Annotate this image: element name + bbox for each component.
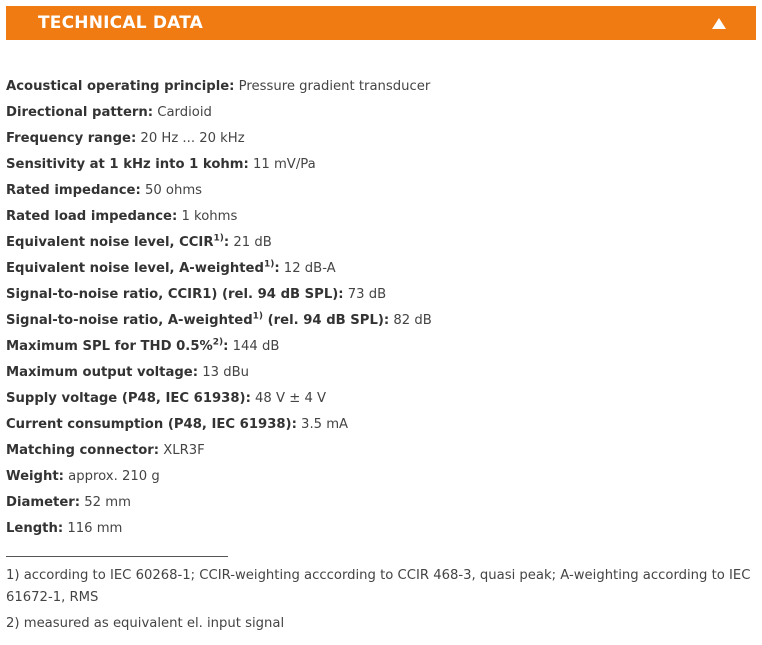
spec-value: Pressure gradient transducer (234, 79, 431, 94)
footnote-divider (6, 556, 228, 557)
spec-label: Frequency range: (6, 131, 137, 146)
spec-row-current-consumption (6, 412, 756, 438)
spec-value: XLR3F (159, 443, 205, 458)
spec-row-matching-connector (6, 438, 756, 464)
spec-row-supply-voltage (6, 386, 756, 412)
spec-value: 20 Hz ... 20 kHz (136, 131, 245, 146)
spec-value: 21 dB (229, 235, 272, 250)
spec-value: 116 mm (63, 521, 123, 536)
triangle-up-icon[interactable] (712, 18, 726, 29)
spec-label (6, 261, 280, 276)
spec-row-length (6, 516, 756, 542)
spec-label: Sensitivity at 1 kHz into 1 kohm: (6, 157, 249, 172)
spec-value: Cardioid (153, 105, 212, 120)
spec-label: Weight: (6, 469, 64, 484)
spec-value: approx. 210 g (63, 469, 160, 484)
footnote-2: 2) measured as equivalent el. input signal (6, 616, 285, 631)
spec-row-weight (6, 464, 756, 490)
footnote-1: 1) according to IEC 60268-1; CCIR-weighting acccording to CCIR 468-3, quasi peak; A-weighting according to IEC 61672-1, RMS (6, 568, 751, 605)
spec-row-noise-a-weighted (6, 256, 756, 282)
spec-label: Rated load impedance: (6, 209, 178, 224)
footnotes (6, 565, 751, 635)
footnote-ref: 1) (252, 311, 264, 322)
spec-label: Acoustical operating principle: (6, 79, 235, 94)
spec-value: 13 dBu (198, 365, 249, 380)
footnote-ref: 1) (263, 259, 275, 270)
footnote-ref: 1) (213, 233, 224, 244)
spec-value: 144 dB (228, 339, 280, 354)
spec-label: Signal-to-noise ratio, CCIR1) (rel. 94 dB SPL): (6, 287, 344, 302)
spec-label-text: Equivalent noise level, A-weighted (6, 261, 264, 276)
spec-label-text: Equivalent noise level, CCIR (6, 235, 214, 250)
spec-row-snr-a-weighted (6, 308, 756, 334)
spec-value: 82 dB (389, 313, 432, 328)
section-title: TECHNICAL DATA (38, 13, 204, 33)
spec-label-suffix: : (223, 339, 229, 354)
spec-row-rated-load-impedance (6, 204, 756, 230)
spec-value: 52 mm (80, 495, 131, 510)
footnote-ref: 2) (212, 337, 224, 348)
spec-value: 3.5 mA (296, 417, 349, 432)
spec-value: 50 ohms (140, 183, 203, 198)
spec-label: Supply voltage (P48, IEC 61938): (6, 391, 251, 406)
spec-list (6, 74, 756, 542)
spec-label-text: Signal-to-noise ratio, A-weighted (6, 313, 253, 328)
spec-row-directional-pattern (6, 100, 756, 126)
spec-row-frequency-range (6, 126, 756, 152)
spec-label-text: Maximum SPL for THD 0.5% (6, 339, 213, 354)
technical-data-header[interactable] (6, 6, 756, 40)
spec-row-acoustical-principle (6, 74, 756, 100)
spec-row-noise-ccir (6, 230, 756, 256)
spec-value: 1 kohms (177, 209, 238, 224)
spec-label: Diameter: (6, 495, 81, 510)
spec-label: Current consumption (P48, IEC 61938): (6, 417, 297, 432)
spec-row-max-spl (6, 334, 756, 360)
spec-row-snr-ccir (6, 282, 756, 308)
spec-label-suffix: (rel. 94 dB SPL): (263, 313, 390, 328)
spec-label (6, 235, 229, 250)
spec-row-sensitivity (6, 152, 756, 178)
spec-label: Rated impedance: (6, 183, 141, 198)
spec-label: Directional pattern: (6, 105, 154, 120)
spec-label: Matching connector: (6, 443, 160, 458)
spec-label: Length: (6, 521, 64, 536)
spec-label-suffix: : (274, 261, 280, 276)
spec-row-rated-impedance (6, 178, 756, 204)
spec-label-suffix: : (223, 235, 230, 250)
spec-value: 12 dB-A (279, 261, 336, 276)
spec-value: 11 mV/Pa (248, 157, 316, 172)
spec-label: Maximum output voltage: (6, 365, 199, 380)
spec-label (6, 339, 228, 354)
spec-row-diameter (6, 490, 756, 516)
spec-label (6, 313, 389, 328)
spec-value: 48 V ± 4 V (250, 391, 327, 406)
spec-row-max-output-voltage (6, 360, 756, 386)
spec-value: 73 dB (343, 287, 387, 302)
